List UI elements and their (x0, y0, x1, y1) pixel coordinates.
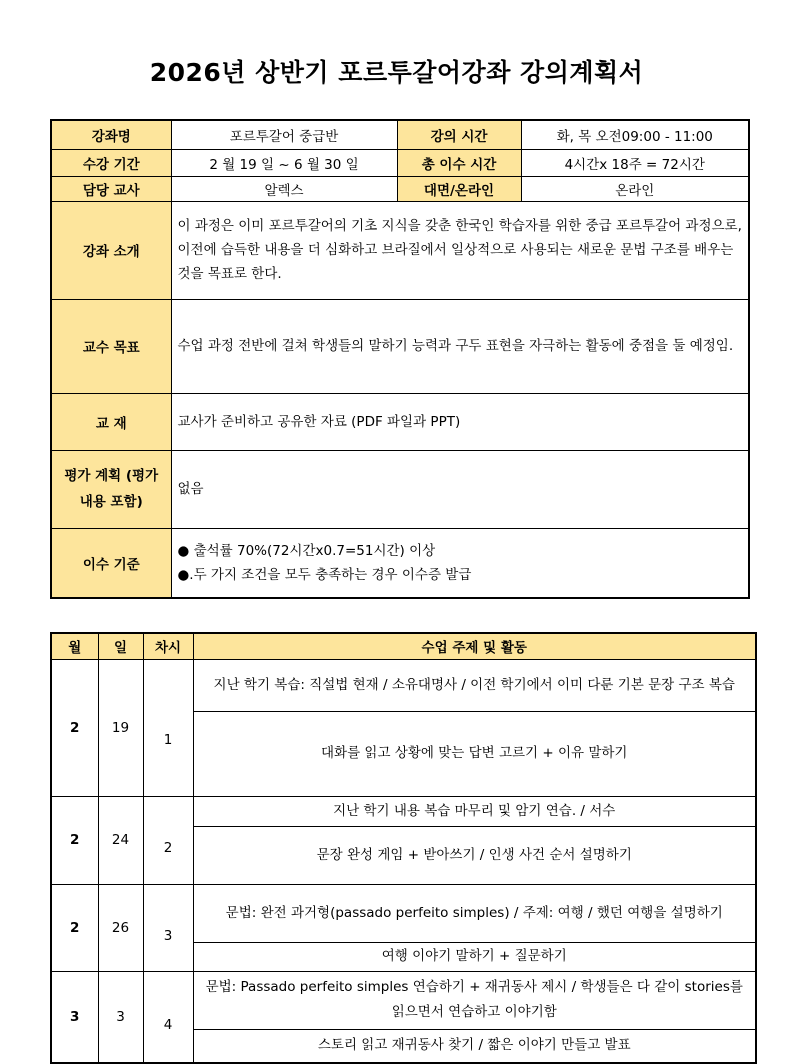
header-day: 일 (98, 633, 143, 659)
table-row (51, 884, 756, 942)
table-row (51, 796, 756, 826)
row-day: 3 (98, 971, 143, 1063)
header-month: 월 (51, 633, 98, 659)
row-activity-1: 지난 학기 내용 복습 마무리 및 암기 연습. / 서수 (193, 796, 756, 826)
row-session: 3 (143, 884, 193, 971)
intro-label: 강좌 소개 (51, 201, 171, 299)
row-activity-2: 스토리 읽고 재귀동사 찾기 / 짧은 이야기 만들고 발표 (193, 1029, 756, 1063)
intro-line-1: 이 과정은 이미 포르투갈어의 기초 지식을 갖춘 한국인 학습자를 위한 중급 포르투갈어 과정으로, (177, 218, 742, 234)
course-info-table (50, 119, 750, 599)
row-day: 24 (98, 796, 143, 884)
lecture-time-label: 강의 시간 (397, 120, 521, 149)
schedule-table (50, 632, 757, 1064)
criteria-label: 이수 기준 (51, 528, 171, 598)
row-activity-2: 대화를 읽고 상황에 맞는 답변 고르기 + 이유 말하기 (193, 711, 756, 796)
mode-value: 온라인 (521, 176, 749, 201)
textbook-label: 교 재 (51, 393, 171, 450)
row-session: 2 (143, 796, 193, 884)
row-day: 26 (98, 884, 143, 971)
table-row (51, 659, 756, 711)
course-name-label: 강좌명 (51, 120, 171, 149)
row-session: 4 (143, 971, 193, 1063)
goal-label: 교수 목표 (51, 299, 171, 393)
row-month: 2 (51, 796, 98, 884)
row-activity-2: 여행 이야기 말하기 + 질문하기 (193, 942, 756, 971)
total-hours-label: 총 이수 시간 (397, 149, 521, 176)
criteria-text (171, 528, 749, 598)
eval-label: 평가 계획 (평가 내용 포함) (51, 450, 171, 528)
teacher-label: 담당 교사 (51, 176, 171, 201)
row-day: 19 (98, 659, 143, 796)
period-label: 수강 기간 (51, 149, 171, 176)
teacher-value: 알렉스 (171, 176, 397, 201)
textbook-text: 교사가 준비하고 공유한 자료 (PDF 파일과 PPT) (171, 393, 749, 450)
row-month: 3 (51, 971, 98, 1063)
row-session: 1 (143, 659, 193, 796)
row-month: 2 (51, 659, 98, 796)
row-activity-1: 문법: 완전 과거형(passado perfeito simples) / 주제: 여행 / 했던 여행을 설명하기 (193, 884, 756, 942)
mode-label: 대면/온라인 (397, 176, 521, 201)
row-activity-2: 문장 완성 게임 + 받아쓰기 / 인생 사건 순서 설명하기 (193, 826, 756, 884)
document-title: 2026년 상반기 포르투갈어강좌 강의계획서 (149, 58, 644, 87)
row-activity-1: 지난 학기 복습: 직설법 현재 / 소유대명사 / 이전 학기에서 이미 다룬 기본 문장 구조 복습 (193, 659, 756, 711)
row-month: 2 (51, 884, 98, 971)
course-name-value: 포르투갈어 중급반 (171, 120, 397, 149)
header-session: 차시 (143, 633, 193, 659)
intro-text (171, 201, 749, 299)
criteria-line-1: ● 출석률 70%(72시간x0.7=51시간) 이상 (177, 542, 436, 559)
lecture-time-value: 화, 목 오전09:00 - 11:00 (521, 120, 749, 149)
total-hours-value: 4시간x 18주 = 72시간 (521, 149, 749, 176)
intro-line-2: 이전에 습득한 내용을 더 심화하고 브라질에서 일상적으로 사용되는 새로운 문법 구조를 배우는 것을 목표로 한다. (177, 242, 734, 282)
eval-text: 없음 (171, 450, 749, 528)
row-activity-1: 문법: Passado perfeito simples 연습하기 + 재귀동사 제시 / 학생들은 다 같이 stories를 읽으면서 연습하고 이야기함 (193, 971, 756, 1029)
goal-text: 수업 과정 전반에 걸쳐 학생들의 말하기 능력과 구두 표현을 자극하는 활동에 중점을 둘 예정임. (171, 299, 749, 393)
period-value: 2 월 19 일 ~ 6 월 30 일 (171, 149, 397, 176)
table-row (51, 971, 756, 1029)
criteria-line-2: ●.두 가지 조건을 모두 충족하는 경우 이수증 발급 (177, 566, 472, 583)
header-topic: 수업 주제 및 활동 (193, 633, 756, 659)
